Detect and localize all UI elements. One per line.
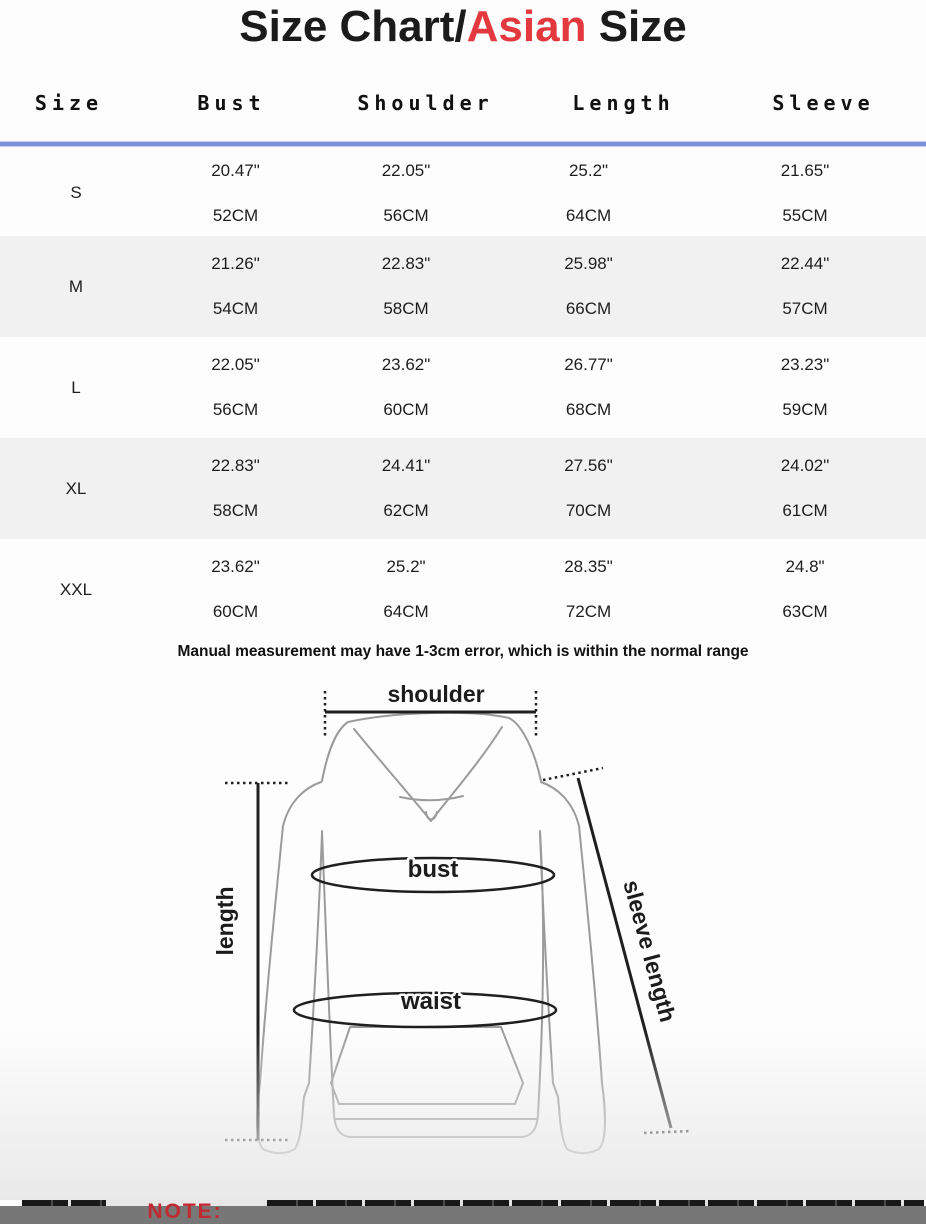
value-cm: 55CM [782, 205, 828, 225]
column-header-length: Length [572, 91, 675, 115]
value-inches: 25.2" [568, 160, 609, 180]
length-cell [493, 337, 684, 438]
measurement-note: Manual measurement may have 1-3cm error, which is within the normal range [177, 643, 749, 660]
measurement-lines [225, 691, 691, 1140]
sleeve-tick-top [543, 768, 603, 780]
value-inches: 26.77" [564, 355, 613, 374]
hoodie-measurement-diagram [183, 663, 743, 1163]
title-prefix: Size Chart/ [239, 2, 467, 51]
value-cm: 56CM [383, 205, 429, 225]
value-inches: 20.47" [211, 160, 260, 180]
value-inches: 25.98" [564, 254, 613, 273]
value-cm: 62CM [383, 501, 429, 520]
length-label: length [212, 886, 238, 956]
value-cm: 72CM [565, 602, 612, 621]
bust-cell [152, 337, 319, 438]
column-header-shoulder: Shoulder [357, 91, 494, 115]
value-cm: 58CM [212, 501, 259, 520]
value-cm: 57CM [782, 299, 828, 318]
sleeve-cell [684, 236, 926, 337]
size-label: M [68, 276, 84, 296]
value-inches: 21.26" [211, 254, 260, 273]
value-inches: 25.2" [386, 557, 426, 576]
column-header-size: Size [34, 91, 104, 115]
bust-cell [152, 438, 319, 539]
value-inches: 23.62" [211, 557, 260, 576]
value-cm: 66CM [565, 299, 612, 318]
table-row-xl [0, 438, 926, 539]
length-cell [493, 438, 684, 539]
clipped-note-fragment: NOTE: [106, 1200, 264, 1206]
sleeve-cell [684, 438, 926, 539]
value-inches: 21.65" [780, 160, 830, 180]
title-suffix: Size [586, 2, 687, 51]
column-header-sleeve: Sleeve [772, 91, 875, 115]
value-cm: 60CM [383, 400, 429, 419]
length-cell [493, 150, 684, 236]
value-cm: 52CM [212, 205, 259, 225]
value-inches: 23.23" [780, 355, 830, 374]
table-header-row [0, 84, 926, 122]
value-cm: 64CM [565, 205, 612, 225]
sleeve-tick-bottom [644, 1131, 691, 1133]
size-label: L [71, 377, 81, 397]
value-cm: 63CM [782, 602, 828, 621]
size-label: XXL [59, 579, 93, 599]
value-inches: 22.83" [381, 254, 431, 273]
value-inches: 24.02" [780, 456, 830, 475]
bust-cell [152, 236, 319, 337]
value-cm: 70CM [565, 501, 612, 520]
sleeve-length-label: sleeve length [618, 877, 682, 1025]
value-inches: 22.05" [381, 160, 431, 180]
value-cm: 64CM [383, 602, 429, 621]
value-cm: 61CM [782, 501, 828, 520]
value-cm: 58CM [383, 299, 429, 318]
shoulder-cell [319, 150, 493, 236]
value-cm: 56CM [212, 400, 259, 419]
value-inches: 22.05" [211, 355, 260, 374]
waist-label: waist [400, 988, 462, 1015]
length-cell [493, 236, 684, 337]
column-header-bust: Bust [197, 91, 266, 115]
bust-cell [152, 539, 319, 640]
hoodie-outline [257, 713, 605, 1153]
value-inches: 24.8" [785, 557, 825, 576]
table-row-m [0, 236, 926, 337]
value-inches: 24.41" [381, 456, 431, 475]
shoulder-label: shoulder [387, 681, 485, 707]
bust-label: bust [407, 856, 459, 883]
page-title [0, 0, 926, 56]
value-inches: 22.83" [211, 456, 260, 475]
sleeve-cell [684, 150, 926, 236]
shoulder-cell [319, 337, 493, 438]
sleeve-cell [684, 337, 926, 438]
value-inches: 23.62" [381, 355, 431, 374]
shoulder-cell [319, 236, 493, 337]
shoulder-cell [319, 539, 493, 640]
shoulder-cell [319, 438, 493, 539]
value-inches: 28.35" [564, 557, 613, 576]
size-label: XL [65, 478, 87, 498]
table-row-xxl [0, 539, 926, 640]
length-cell [493, 539, 684, 640]
sleeve-cell [684, 539, 926, 640]
title-highlight: Asian [466, 2, 587, 51]
table-row-s [0, 150, 926, 236]
size-table-body [0, 150, 926, 640]
value-cm: 54CM [212, 299, 259, 318]
value-cm: 60CM [212, 602, 259, 621]
value-inches: 27.56" [564, 456, 613, 475]
header-divider-line [0, 142, 926, 146]
bust-cell [152, 150, 319, 236]
value-cm: 59CM [782, 400, 828, 419]
table-row-l [0, 337, 926, 438]
size-label: S [70, 183, 82, 202]
value-inches: 22.44" [780, 254, 830, 273]
value-cm: 68CM [565, 400, 612, 419]
